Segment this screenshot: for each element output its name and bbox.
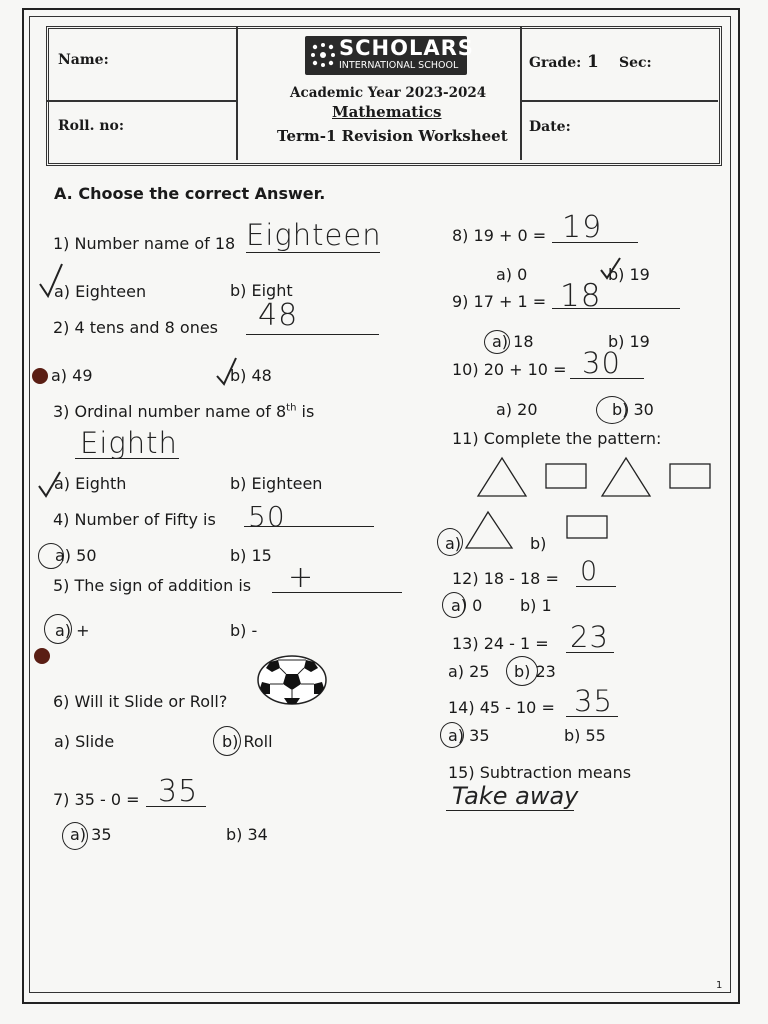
question-10: 10) 20 + 10 =	[452, 360, 567, 379]
school-logo	[305, 36, 474, 75]
answer-line-2	[246, 334, 379, 335]
option-6a: a) Slide	[54, 732, 115, 751]
option-9b: b) 19	[608, 332, 650, 351]
answer-line-5	[272, 592, 402, 593]
subject-title: Mathematics	[332, 103, 442, 121]
option-9a: a) 18	[492, 332, 534, 351]
option-10b: b) 30	[612, 400, 654, 419]
logo-emblem-icon	[309, 41, 337, 69]
question-14: 14) 45 - 10 =	[448, 698, 555, 717]
question-3-end: is	[296, 402, 315, 421]
answer-line-12	[576, 586, 616, 587]
answer-line-15	[446, 810, 574, 811]
option-7b: b) 34	[226, 825, 268, 844]
question-3-sup: th	[286, 402, 297, 414]
answer-line-8	[552, 242, 638, 243]
handwritten-answer-5: +	[288, 560, 315, 595]
triangle-icon	[478, 458, 526, 496]
answer-line-14	[566, 716, 618, 717]
option-12a: a) 0	[451, 596, 483, 615]
pattern-shapes	[476, 456, 716, 500]
date-label: Date:	[529, 119, 571, 135]
option-7a: a) 35	[70, 825, 112, 844]
tick-mark-2	[214, 356, 244, 388]
header-divider-right	[520, 26, 522, 160]
worksheet-title: Term-1 Revision Worksheet	[277, 127, 508, 145]
answer-line-9	[552, 308, 680, 309]
option-8b: b) 19	[608, 265, 650, 284]
answer-line-13	[566, 652, 614, 653]
punch-hole-top	[32, 368, 48, 384]
option-2b: b) 48	[230, 366, 272, 385]
tick-mark-1	[36, 262, 72, 302]
question-15: 15) Subtraction means	[448, 763, 632, 782]
handwritten-answer-8: 19	[562, 210, 603, 245]
handwritten-answer-12: 0	[580, 556, 599, 587]
punch-hole-bottom	[34, 648, 50, 664]
answer-line-7	[146, 806, 206, 807]
sec-label: Sec:	[619, 55, 652, 71]
question-5: 5) The sign of addition is	[53, 576, 252, 595]
question-2: 2) 4 tens and 8 ones	[53, 318, 219, 337]
tick-mark-3	[36, 470, 66, 500]
handwritten-answer-10: 30	[582, 346, 621, 380]
option-1a: a) Eighteen	[54, 282, 147, 301]
school-subname: INTERNATIONAL SCHOOL	[339, 60, 459, 71]
question-7: 7) 35 - 0 =	[53, 790, 140, 809]
handwritten-answer-1: Eighteen	[246, 218, 382, 252]
option-5b: b) -	[230, 621, 258, 640]
option-6b: b) Roll	[222, 732, 273, 751]
question-8: 8) 19 + 0 =	[452, 226, 547, 245]
answer-line-1	[246, 252, 380, 253]
option-1b: b) Eight	[230, 281, 293, 300]
option-4a: a) 50	[55, 546, 97, 565]
school-name: SCHOLARS	[339, 36, 474, 60]
option-4b: b) 15	[230, 546, 272, 565]
handwritten-answer-13: 23	[570, 620, 609, 654]
option-14b: b) 55	[564, 726, 606, 745]
question-3	[53, 402, 314, 421]
option-11a: a)	[445, 534, 462, 553]
option-5a: a) +	[55, 621, 90, 640]
option-12b: b) 1	[520, 596, 552, 615]
option-3b: b) Eighteen	[230, 474, 323, 493]
academic-year: Academic Year 2023-2024	[290, 85, 487, 101]
handwritten-answer-2: 48	[258, 298, 299, 333]
name-label: Name:	[58, 52, 109, 68]
handwritten-answer-9: 18	[560, 278, 602, 314]
handwritten-answer-15: Take away	[452, 782, 579, 810]
option-3a: a) Eighth	[54, 474, 127, 493]
question-1: 1) Number name of 18	[53, 234, 236, 253]
handwritten-answer-14: 35	[574, 684, 613, 718]
option-13b: b) 23	[514, 662, 556, 681]
question-12: 12) 18 - 18 =	[452, 569, 559, 588]
page-number: 1	[716, 980, 723, 991]
question-9: 9) 17 + 1 =	[452, 292, 547, 311]
option-8a: a) 0	[496, 265, 528, 284]
roll-label: Roll. no:	[58, 118, 125, 134]
answer-line-3	[75, 458, 179, 459]
option-13a: a) 25	[448, 662, 490, 681]
grade-label: Grade:	[529, 55, 582, 71]
question-13: 13) 24 - 1 =	[452, 634, 549, 653]
grade-value: 1	[587, 52, 599, 72]
handwritten-answer-7: 35	[158, 774, 199, 809]
soccer-ball-icon	[256, 654, 328, 706]
handwritten-answer-3: Eighth	[80, 426, 178, 460]
option-11a-triangle-icon	[464, 510, 516, 550]
square-icon	[546, 464, 586, 488]
option-2a: a) 49	[51, 366, 93, 385]
option-11b-square-icon	[566, 514, 610, 542]
question-6: 6) Will it Slide or Roll?	[53, 692, 228, 711]
question-3-text: 3) Ordinal number name of 8	[53, 402, 287, 421]
header-row-line-left	[46, 100, 238, 102]
header-divider-left	[236, 26, 238, 160]
answer-line-10	[570, 378, 644, 379]
handwritten-answer-4: 50	[248, 500, 286, 533]
option-10a: a) 20	[496, 400, 538, 419]
option-11b: b)	[530, 534, 547, 553]
question-11: 11) Complete the pattern:	[452, 429, 662, 448]
option-14a: a) 35	[448, 726, 490, 745]
section-title: A. Choose the correct Answer.	[54, 184, 326, 203]
question-4: 4) Number of Fifty is	[53, 510, 216, 529]
header-row-line-right	[520, 100, 718, 102]
answer-line-4	[244, 526, 374, 527]
square-icon	[670, 464, 710, 488]
tick-mark-8	[598, 256, 624, 284]
triangle-icon	[602, 458, 650, 496]
